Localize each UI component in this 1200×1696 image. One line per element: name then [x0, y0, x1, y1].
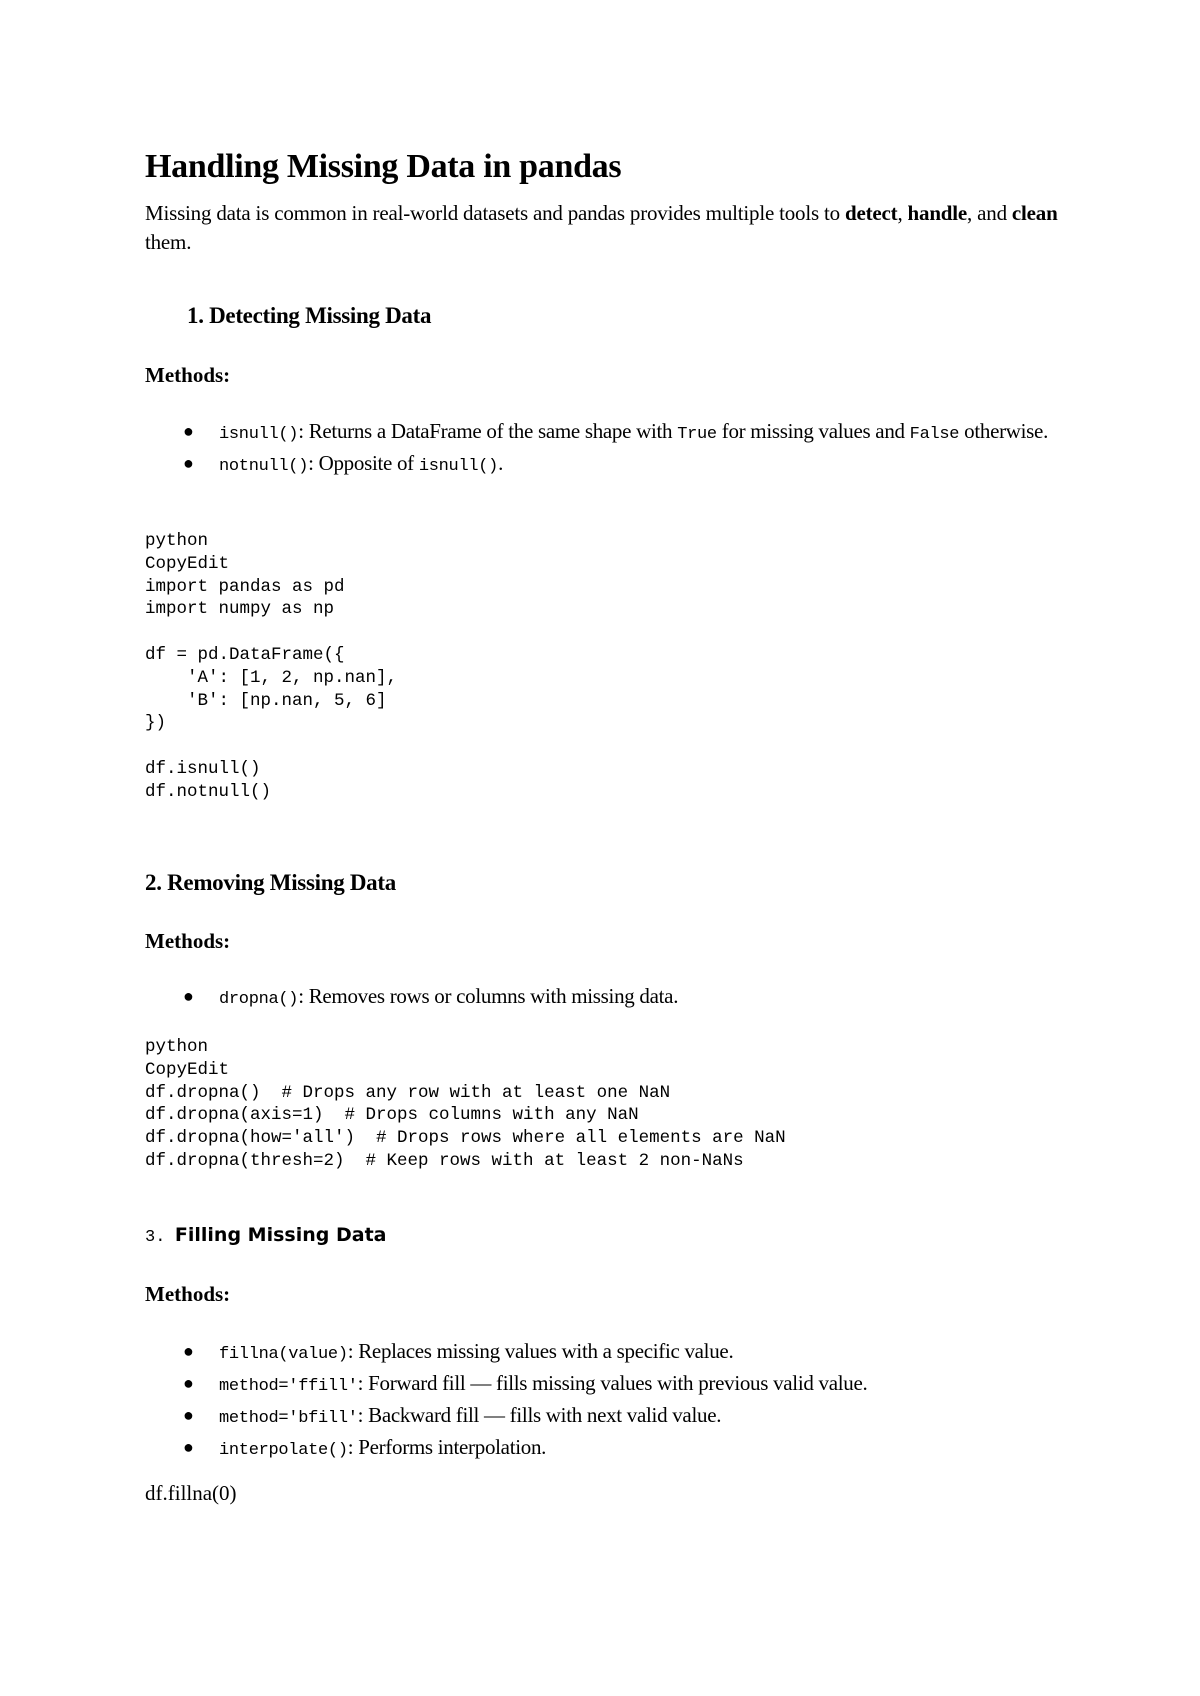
bullet-icon: ●	[183, 1373, 194, 1393]
bullet-icon: ●	[183, 1437, 194, 1457]
list-item	[145, 1337, 1075, 1369]
list-item	[145, 449, 1075, 481]
bullet-icon: ●	[183, 453, 194, 473]
method-description: : Opposite of	[308, 451, 419, 475]
section1-methods-label: Methods:	[145, 363, 231, 387]
list-item	[145, 1401, 1075, 1433]
code-line: 'A': [1, 2, np.nan],	[145, 667, 398, 688]
code-line-blank	[145, 735, 397, 758]
list-item	[145, 982, 1075, 1014]
intro-bold-clean: clean	[1011, 201, 1058, 225]
intro-text: them.	[145, 230, 192, 254]
method-code: method='ffill'	[219, 1377, 358, 1396]
list-item	[145, 1433, 1075, 1465]
method-code: fillna(value)	[219, 1345, 348, 1364]
document-title: Handling Missing Data in pandas	[145, 148, 622, 185]
method-description: for missing values and	[716, 419, 910, 443]
method-description: : Backward fill — fills with next valid value.	[357, 1403, 722, 1427]
code-line: df.dropna(thresh=2) # Keep rows with at least 2 non-NaNs	[145, 1150, 744, 1171]
section2-method-list	[145, 982, 1075, 1014]
code-line: df = pd.DataFrame({	[145, 644, 345, 665]
code-line: 'B': [np.nan, 5, 6]	[145, 690, 387, 711]
method-description: otherwise.	[959, 419, 1049, 443]
code-line: df.notnull()	[145, 781, 272, 802]
section2-code-block	[145, 1036, 786, 1173]
section2-methods-label: Methods:	[145, 929, 231, 953]
section3-method-list	[145, 1337, 1075, 1465]
method-description: : Removes rows or columns with missing data.	[298, 984, 679, 1008]
trailing-code-text: df.fillna(0)	[145, 1481, 237, 1505]
method-description: : Performs interpolation.	[347, 1435, 547, 1459]
code-language-label: python	[145, 1037, 209, 1057]
intro-bold-handle: handle	[907, 201, 968, 225]
method-code: notnull()	[219, 457, 309, 476]
list-item	[145, 417, 1075, 449]
copy-edit-label: CopyEdit	[145, 1059, 230, 1080]
code-line: import pandas as pd	[145, 576, 345, 597]
code-line: })	[145, 713, 167, 734]
inline-code: isnull()	[418, 457, 499, 476]
section3-number: 3.	[145, 1228, 166, 1247]
bullet-icon: ●	[183, 1341, 194, 1361]
code-language-label: python	[145, 531, 209, 551]
intro-paragraph	[145, 199, 1065, 257]
method-description: : Returns a DataFrame of the same shape with	[298, 419, 678, 443]
inline-code: False	[909, 425, 960, 444]
bullet-icon: ●	[183, 986, 194, 1006]
intro-bold-detect: detect	[845, 201, 898, 225]
code-line: df.dropna() # Drops any row with at least one NaN	[145, 1082, 671, 1103]
copy-edit-label: CopyEdit	[145, 553, 230, 574]
code-line: df.isnull()	[145, 758, 261, 779]
section1-method-list	[145, 417, 1075, 481]
bullet-icon: ●	[183, 421, 194, 441]
method-description: .	[498, 451, 504, 475]
method-code: dropna()	[219, 990, 299, 1009]
section3-methods-label: Methods:	[145, 1282, 231, 1306]
code-line: df.dropna(how='all') # Drops rows where all elements are NaN	[145, 1128, 786, 1149]
section3-title: Filling Missing Data	[174, 1224, 387, 1246]
method-description: : Forward fill — fills missing values with previous valid value.	[357, 1371, 868, 1395]
list-item	[145, 1369, 1075, 1401]
method-code: isnull()	[219, 425, 299, 444]
section1-heading: 1. Detecting Missing Data	[187, 303, 432, 328]
intro-text: ,	[897, 201, 908, 225]
method-code: interpolate()	[219, 1441, 348, 1460]
intro-text: Missing data is common in real-world datasets and pandas provides multiple tools to	[145, 201, 845, 225]
code-line: import numpy as np	[145, 599, 335, 620]
method-code: method='bfill'	[219, 1409, 358, 1428]
section3-heading	[145, 1224, 386, 1247]
bullet-icon: ●	[183, 1405, 194, 1425]
section1-code-block	[145, 530, 397, 804]
section2-heading: 2. Removing Missing Data	[145, 870, 396, 895]
intro-text: , and	[967, 201, 1012, 225]
code-line: df.dropna(axis=1) # Drops columns with any NaN	[145, 1105, 639, 1126]
code-line-blank	[145, 621, 397, 644]
inline-code: True	[677, 425, 717, 444]
method-description: : Replaces missing values with a specific value.	[347, 1339, 734, 1363]
